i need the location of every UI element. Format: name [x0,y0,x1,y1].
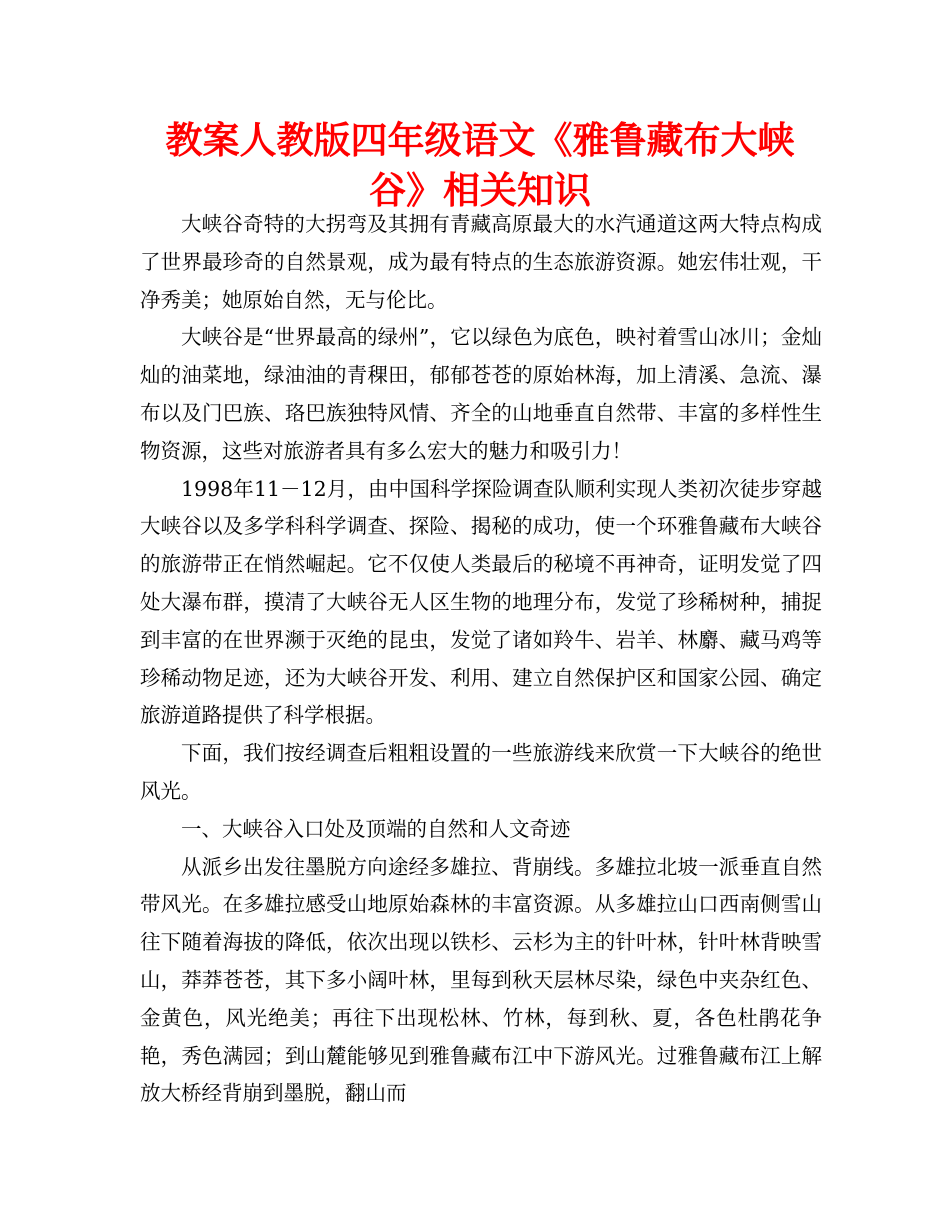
paragraph: 大峡谷是“世界最高的绿州”，它以绿色为底色，映衬着雪山冰川；金灿灿的油菜地，绿油油的青稞田，郁郁苍苍的原始林海，加上清溪、急流、瀑布以及门巴族、珞巴族独特风情、齐全的山地垂直自然带、丰富的多样性生物资源，这些对旅游者具有多么宏大的魅力和吸引力！ [140,325,822,463]
paragraph: 从派乡出发往墨脱方向途经多雄拉、背崩线。多雄拉北坡一派垂直自然带风光。在多雄拉感受山地原始森林的丰富资源。从多雄拉山口西南侧雪山往下随着海拔的降低，依次出现以铁杉、云杉为主的针叶林，针叶林背映雪山，莽莽苍苍，其下多小阔叶林，里每到秋天层林尽染，绿色中夹杂红色、金黄色，风光绝美；再往下出现松林、竹林，每到秋、夏，各色杜鹃花争艳，秀色满园；到山麓能够见到雅鲁藏布江中下游风光。过雅鲁藏布江上解放大桥经背崩到墨脱，翻山而 [140,854,822,1106]
title-line-1: 教案人教版四年级语文《雅鲁藏布大峡 [165,119,795,162]
title-line-2: 谷》相关知识 [369,169,591,212]
paragraph: 大峡谷奇特的大拐弯及其拥有青藏高原最大的水汽通道这两大特点构成了世界最珍奇的自然景观，成为最有特点的生态旅游资源。她宏伟壮观，干净秀美；她原始自然，无与伦比。 [140,212,822,312]
document-title [120,116,840,216]
document-body [140,206,822,1113]
paragraph: 1998年11－12月，由中国科学探险调查队顺利实现人类初次徒步穿越大峡谷以及多学科科学调查、探险、揭秘的成功，使一个环雅鲁藏布大峡谷的旅游带正在悄然崛起。它不仅使人类最后的秘境不再神奇，证明发觉了四处大瀑布群，摸清了大峡谷无人区生物的地理分布，发觉了珍稀树种，捕捉到丰富的在世界濒于灭绝的昆虫，发觉了诸如羚牛、岩羊、林麝、藏马鸡等珍稀动物足迹，还为大峡谷开发、利用、建立自然保护区和国家公园、确定旅游道路提供了科学根据。 [140,476,822,728]
paragraph: 下面，我们按经调查后粗粗设置的一些旅游线来欣赏一下大峡谷的绝世风光。 [140,741,822,803]
section-heading: 一、大峡谷入口处及顶端的自然和人文奇迹 [181,816,571,841]
